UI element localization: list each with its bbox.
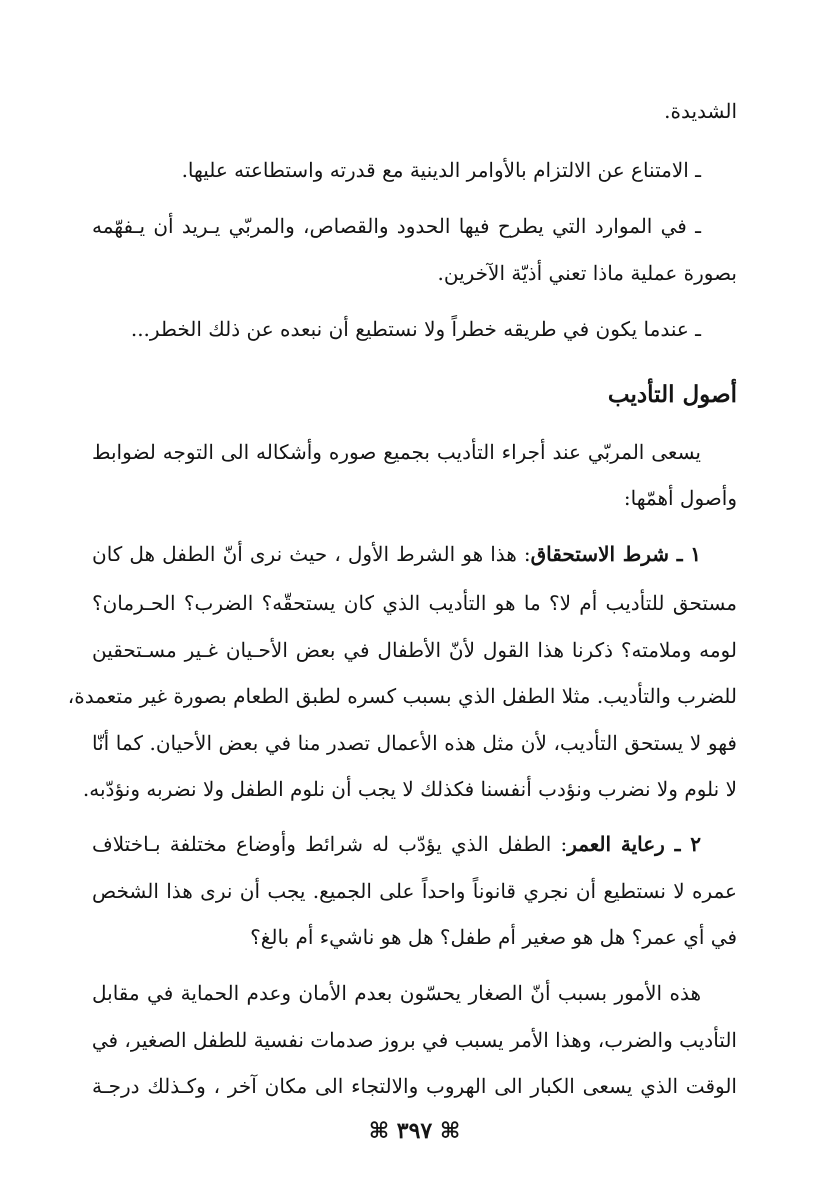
paragraph-line: التأديب والضرب، وهذا الأمر يسبب في بروز صدمات نفسية للطفل الصغير، في [91,1028,737,1052]
text-line: الشديدة. [664,99,737,123]
paragraph-line: فهو لا يستحق التأديب، لأن مثل هذه الأعمال تصدر منا في بعض الأحيان. كما أنّا [92,731,737,755]
page-number: ⌘ ٣٩٧ ⌘ [368,1118,461,1144]
paragraph-line: للضرب والتأديب. مثلا الطفل الذي بسبب كسره لطبق الطعام بصورة غير متعمدة، [67,684,737,708]
condition-2-first-line [92,830,701,858]
condition-1-title: ١ ـ شرط الاستحقاق [530,542,702,566]
text-line: بصورة عملية ماذا تعني أذيّة الآخرين. [437,261,737,285]
paragraph-line: هذه الأمور بسبب أنّ الصغار يحسّون بعدم الأمان وعدم الحماية في مقابل [92,981,701,1005]
condition-1-first-line [92,540,701,568]
condition-2-text: : الطفل الذي يؤدّب له شرائط وأوضاع مختلفة بـاختلاف [92,832,568,856]
bullet-item: ـ في الموارد التي يطرح فيها الحدود والقصاص، والمربّي يـريد أن يـفهّمه [92,214,701,238]
paragraph-line: لا نلوم ولا نضرب ونؤدب أنفسنا فكذلك لا يجب أن نلوم الطفل ولا نضربه ونؤدّبه. [82,777,737,801]
paragraph-line: في أي عمر؟ هل هو صغير أم طفل؟ هل هو ناشيء أم بالغ؟ [250,925,737,949]
paragraph-line: عمره لا نستطيع أن نجري قانوناً واحداً على الجميع. يجب أن نرى هذا الشخص [92,879,737,903]
paragraph-line: وأصول أهمّها: [623,486,737,510]
paragraph-line: يسعى المربّي عند أجراء التأديب بجميع صوره وأشكاله الى التوجه لضوابط [92,440,701,464]
section-heading: أصول التأديب [607,381,737,408]
condition-1-text: : هذا هو الشرط الأول ، حيث نرى أنّ الطفل هل كان [92,542,531,566]
bullet-item: ـ الامتناع عن الالتزام بالأوامر الدينية مع قدرته واستطاعته عليها. [181,158,701,182]
paragraph-line: الوقت الذي يسعى الكبار الى الهروب والالتجاء الى مكان آخر ، وكـذلك درجـة [92,1074,737,1098]
bullet-item: ـ عندما يكون في طريقه خطراً ولا نستطيع أن نبعده عن ذلك الخطر... [130,317,701,341]
paragraph-line: لومه وملامته؟ ذكرنا هذا القول لأنّ الأطفال في بعض الأحـيان غـير مسـتحقين [92,638,737,662]
condition-2-title: ٢ ـ رعاية العمر [567,832,702,856]
paragraph-line: مستحق للتأديب أم لا؟ ما هو التأديب الذي كان يستحقّه؟ الضرب؟ الحـرمان؟ [92,591,737,615]
